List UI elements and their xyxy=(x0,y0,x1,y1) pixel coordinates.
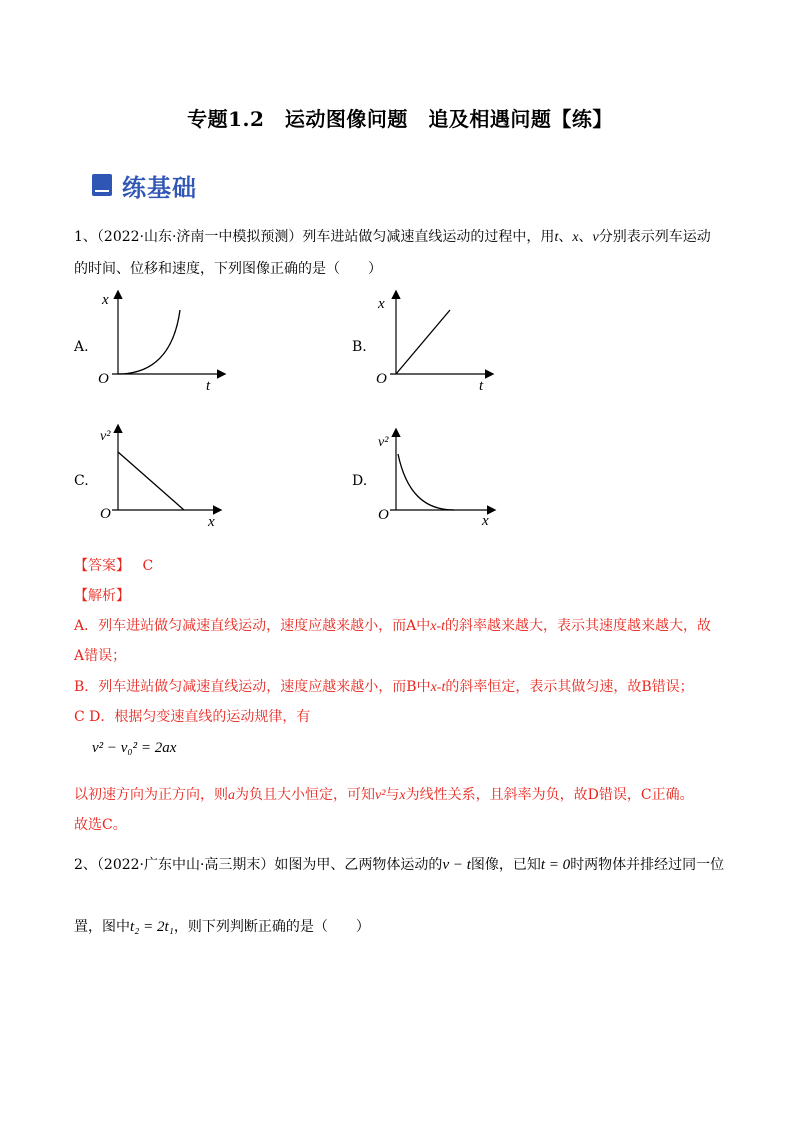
origin-label: O xyxy=(378,507,389,523)
y-axis-label: x xyxy=(378,296,385,312)
section-label: 练基础 xyxy=(122,173,197,202)
answer-line xyxy=(74,555,153,575)
symbol-x: x xyxy=(572,230,579,245)
symbol-xt: x-t xyxy=(430,680,446,695)
symbol-t: t xyxy=(554,230,559,245)
analysis-text: 的斜率恒定，表示其做匀速，故B错误； xyxy=(445,679,694,695)
option-b-label: B. xyxy=(352,339,367,355)
q1-stem-prefix: 1、（2022·山东·济南一中模拟预测）列车进站做匀减速直线运动的过程中，用 xyxy=(74,229,555,245)
q2-text: 时两物体并排经过同一位 xyxy=(570,857,725,873)
separator: 、 xyxy=(578,229,593,245)
analysis-b-line xyxy=(74,676,694,696)
curve xyxy=(118,452,184,510)
option-a-label: A. xyxy=(74,339,89,355)
analysis-text: 的斜率越来越大，表示其速度越来越大，故 xyxy=(445,618,711,634)
x-axis-label: t xyxy=(479,378,484,394)
page-title: 专题1.2 运动图像问题 追及相遇问题【练】 xyxy=(187,107,613,131)
x-axis-label: x xyxy=(482,513,489,529)
symbol-t2-eq: t₂ = 2t₁ xyxy=(130,919,174,935)
analysis-text: B．列车进站做匀减速直线运动，速度应越来越小，而B中 xyxy=(74,679,431,695)
q1-stem-line1 xyxy=(74,226,711,246)
option-c-graph xyxy=(92,420,232,532)
symbol-x: x xyxy=(399,788,406,803)
answer-value: C xyxy=(142,558,154,574)
y-axis-label: v² xyxy=(378,435,389,450)
analysis-a-line1 xyxy=(74,615,711,635)
symbol-v2: v² xyxy=(375,788,386,803)
symbol-a: a xyxy=(228,788,235,803)
symbol-t0: t = 0 xyxy=(540,857,571,873)
symbol-vt: v − t xyxy=(442,857,471,873)
section-heading xyxy=(92,168,197,202)
q2-text: 置，图中 xyxy=(74,919,130,935)
origin-label: O xyxy=(376,371,387,387)
formula: v² − v₀² = 2ax xyxy=(92,740,177,756)
analysis-text: 与 xyxy=(385,787,400,803)
analysis-text: 为线性关系，且斜率为负，故D错误，C正确。 xyxy=(405,787,694,803)
y-axis-label: x xyxy=(102,292,109,308)
book-icon xyxy=(92,174,112,196)
x-axis-label: x xyxy=(208,514,215,530)
q1-stem-suffix: 分别表示列车运动 xyxy=(598,229,711,245)
option-b-graph xyxy=(370,286,510,394)
analysis-tag: 【解析】 xyxy=(74,588,130,604)
analysis-final: 故选C。 xyxy=(74,817,127,833)
answer-tag: 【答案】 xyxy=(74,558,130,574)
option-d-label: D. xyxy=(352,473,368,489)
analysis-text: 以初速方向为正方向，则 xyxy=(74,787,228,803)
analysis-conclusion xyxy=(74,784,694,804)
option-a-graph xyxy=(92,286,232,394)
origin-label: O xyxy=(100,506,111,522)
symbol-xt: x-t xyxy=(430,619,445,634)
q1-stem-line2: 的时间、位移和速度，下列图像正确的是（ ） xyxy=(74,261,382,277)
curve xyxy=(398,454,454,510)
option-c-label: C. xyxy=(74,473,89,489)
curve xyxy=(118,310,180,374)
q2-text: 图像，已知 xyxy=(470,857,541,873)
symbol-v: v xyxy=(592,230,599,245)
x-axis-label: t xyxy=(206,378,211,394)
analysis-text: A．列车进站做匀减速直线运动，速度应越来越小，而A中 xyxy=(74,618,431,634)
y-axis-label: v² xyxy=(100,429,111,444)
q2-stem-line2 xyxy=(74,916,370,936)
q2-stem-line1 xyxy=(74,854,724,874)
analysis-cd-line: C D．根据匀变速直线的运动规律，有 xyxy=(74,709,311,725)
curve xyxy=(396,310,450,374)
analysis-text: 为负且大小恒定，可知 xyxy=(235,787,375,803)
q2-text: 2、（2022·广东中山·高三期末）如图为甲、乙两物体运动的 xyxy=(74,857,443,873)
separator: 、 xyxy=(558,229,573,245)
origin-label: O xyxy=(98,371,109,387)
q2-text: ，则下列判断正确的是（ ） xyxy=(173,919,370,935)
analysis-a-line2: A错误； xyxy=(74,648,127,664)
option-d-graph xyxy=(370,424,510,532)
